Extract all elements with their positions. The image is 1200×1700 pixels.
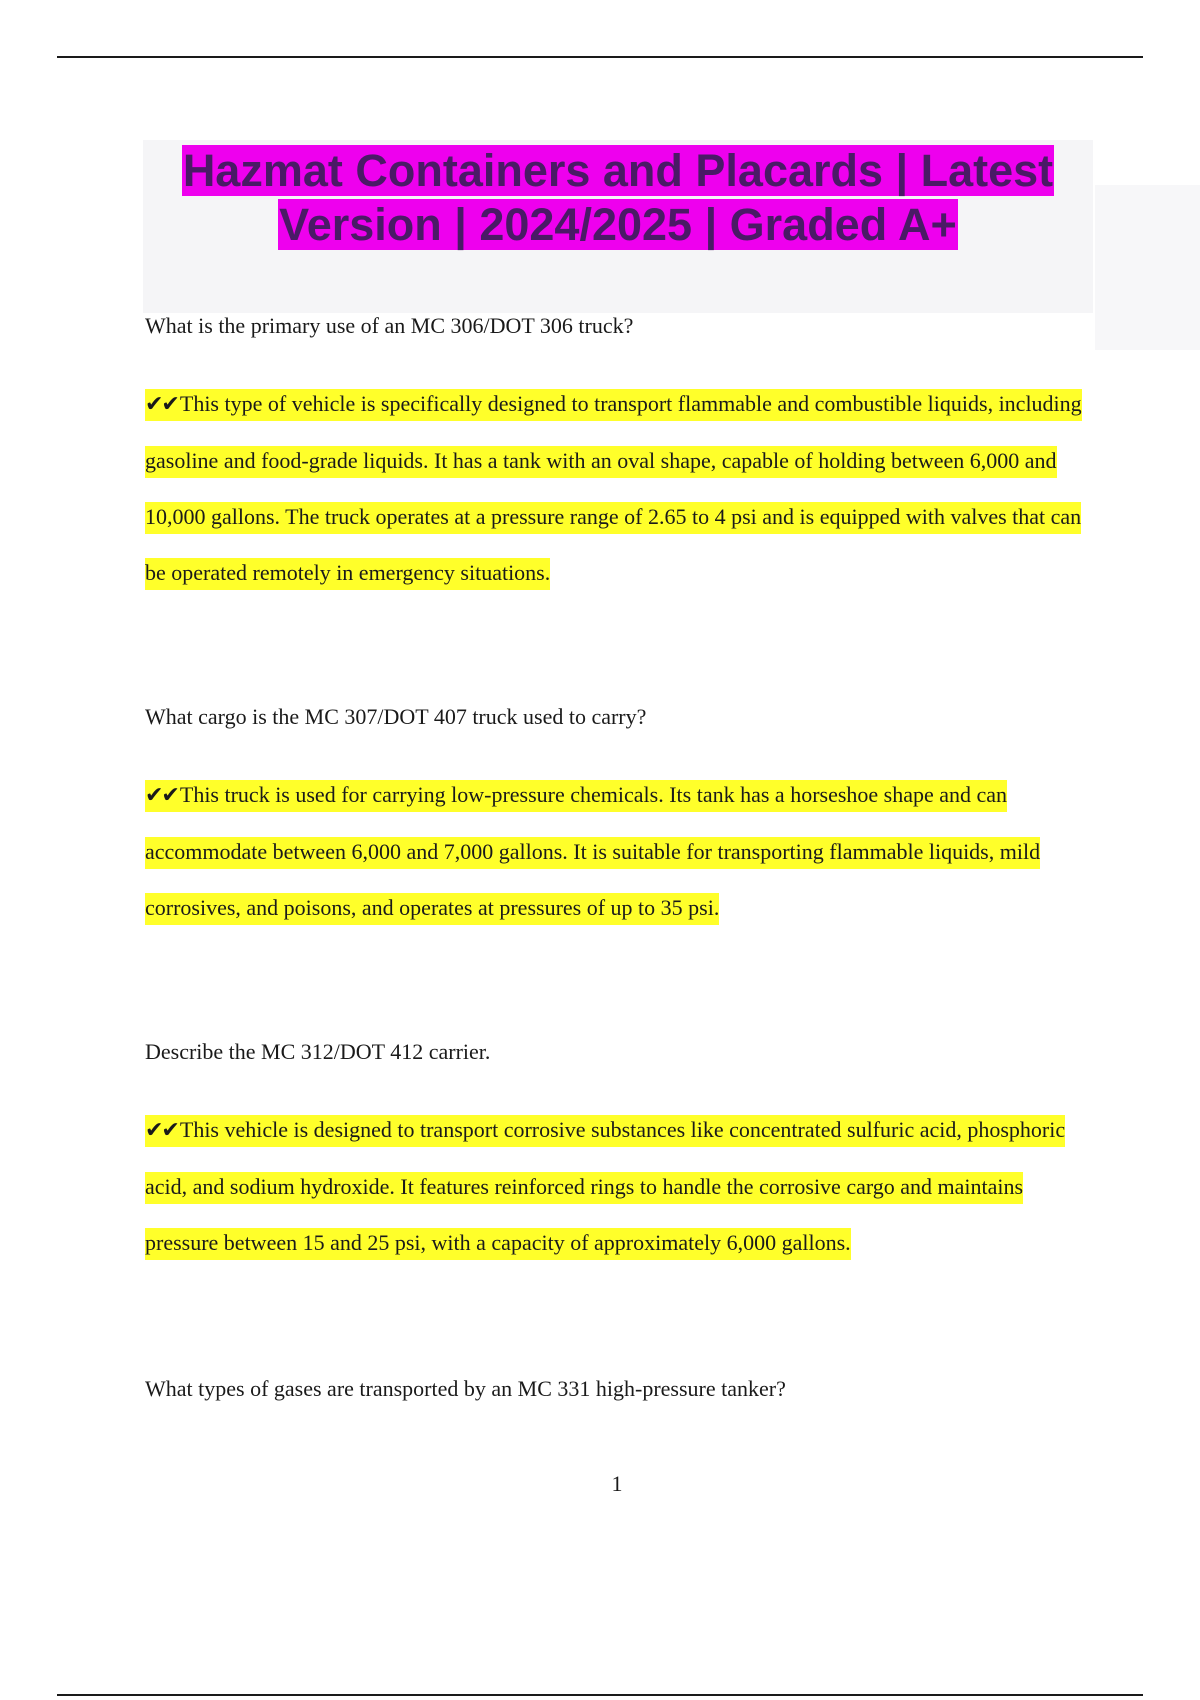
footer-rule [57,1694,1143,1696]
answer-1-highlight [145,389,1082,590]
answer-3-text: This vehicle is designed to transport corrosive substances like concentrated sulfuric acid, phosphoric acid, and sodium hydroxide. It features reinforced rings to handle the corrosive cargo and maintains pressure between 15 and 25 psi, with a capacity of approximately 6,000 gallons. [145,1117,1066,1255]
header-rule [57,56,1143,58]
check-mark-icon: ✔✔ [145,1118,178,1143]
answer-1-text: This type of vehicle is specifically designed to transport flammable and combustible liquids, including gasoline and food-grade liquids. It has a tank with an oval shape, capable of holding between 6,000 and 10,000 gallons. The truck operates at a pressure range of 2.65 to 4 psi and is equipped with valves that can be operated remotely in emergency situations. [145,391,1082,585]
check-mark-icon: ✔✔ [145,392,178,417]
question-4: What types of gases are transported by an MC 331 high-pressure tanker? [145,1376,786,1401]
page-number: 1 [611,1471,623,1496]
check-mark-icon: ✔✔ [145,783,178,808]
answer-1 [145,376,1095,601]
document-title-text: Hazmat Containers and Placards | Latest Version | 2024/2025 | Graded A+ [182,145,1054,250]
answer-2 [145,767,1095,936]
answer-3 [145,1102,1095,1271]
document-title [143,144,1093,252]
question-3: Describe the MC 312/DOT 412 carrier. [145,1039,491,1064]
answer-2-highlight [145,780,1040,925]
question-1: What is the primary use of an MC 306/DOT 306 truck? [145,313,634,338]
answer-2-text: This truck is used for carrying low-pressure chemicals. Its tank has a horseshoe shape and can accommodate between 6,000 and 7,000 gallons. It is suitable for transporting flammable liquids, mild corrosives, and poisons, and operates at pressures of up to 35 psi. [145,782,1041,920]
margin-shade [1095,185,1200,350]
question-2: What cargo is the MC 307/DOT 407 truck used to carry? [145,704,647,729]
answer-3-highlight [145,1115,1065,1260]
